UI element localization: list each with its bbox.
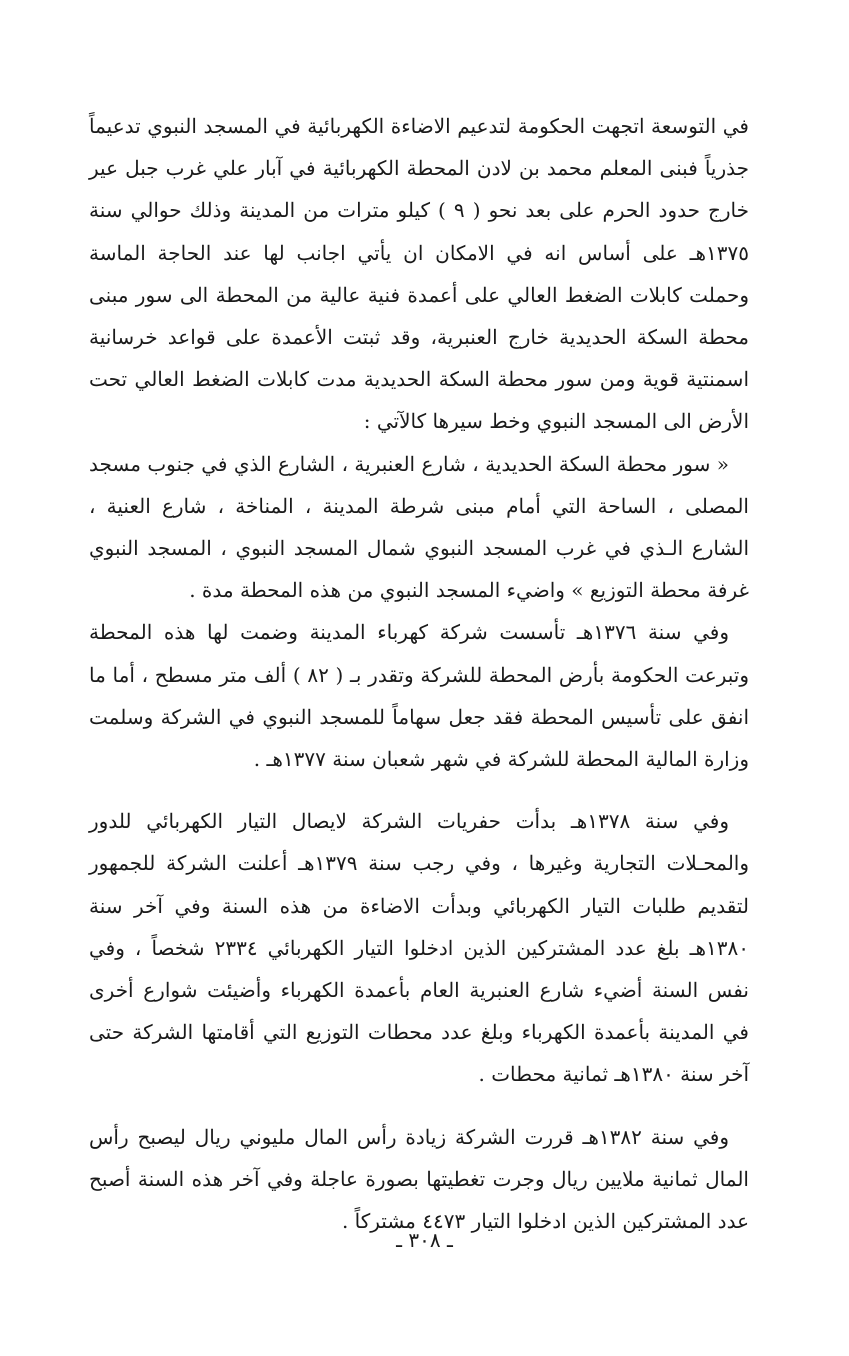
paragraph-2: « سور محطة السكة الحديدية ، شارع العنبرية ، الشارع الذي في جنوب مسجد المصلى ، الساحة التي أمام مبنى شرطة المدينة ، المناخة ، شارع العنية ، الشارع الـذي في غرب المسجد النبوي شمال المسجد النبوي ، المسجد النبوي غرفة محطة التوزيع » واضيء المسجد النبوي من هذه المحطة مدة . <box>89 451 749 603</box>
paragraph-5: وفي سنة ١٣٨٢هـ قررت الشركة زيادة رأس المال مليوني ريال ليصبح رأس المال ثمانية ملايين ريال وجرت تغطيتها بصورة عاجلة وفي آخر هذه السنة أصبح عدد المشتركين الذين ادخلوا التيار ٤٤٧٣ مشتركاً . <box>89 1124 749 1234</box>
paragraph-3: وفي سنة ١٣٧٦هـ تأسست شركة كهرباء المدينة وضمت لها هذه المحطة وتبرعت الحكومة بأرض المحطة للشركة وتقدر بـ ( ٨٢ ) ألف متر مسطح ، أما ما انفق على تأسيس المحطة فقد جعل سهاماً للمسجد النبوي في الشركة وسلمت وزارة المالية المحطة للشركة في شهر شعبان سنة ١٣٧٧هـ . <box>89 620 749 772</box>
paragraph-1: في التوسعة اتجهت الحكومة لتدعيم الاضاءة الكهربائية في المسجد النبوي تدعيماً جذرياً فبنى المعلم محمد بن لادن المحطة الكهربائية في آبار علي غرب جبل عير خارج حدود الحرم على بعد نحو ( ٩ ) كيلو مترات من المدينة وذلك حوالي سنة ١٣٧٥هـ على أساس انه في الامكان ان يأتي اجانب لها عند الحاجة الماسة وحملت كابلات الضغط العالي على أعمدة فنية عالية من المحطة الى سور مبنى محطة السكة الحديدية خارج العنبرية، وقد ثبتت الأعمدة على قواعد خرسانية اسمنتية قوية ومن سور محطة السكة الحديدية مدت كابلات الضغط العالي تحت الأرض الى المسجد النبوي وخط سيرها كالآتي : <box>89 114 750 434</box>
paragraph-4: وفي سنة ١٣٧٨هـ بدأت حفريات الشركة لايصال التيار الكهربائي للدور والمحـلات التجارية وغيرها ، وفي رجب سنة ١٣٧٩هـ أعلنت الشركة للجمهور لتقديم طلبات التيار الكهربائي وبدأت الاضاءة من هذه السنة وفي آخر سنة ١٣٨٠هـ بلغ عدد المشتركين الذين ادخلوا التيار الكهربائي ٢٣٣٤ شخصاً ، وفي نفس السنة أضيء شارع العنبرية العام بأعمدة الكهرباء وأضيئت شوارع أخرى في المدينة بأعمدة الكهرباء وبلغ عدد محطات التوزيع التي أقامتها الشركة حتى آخر سنة ١٣٨٠هـ ثمانية محطات . <box>89 809 749 1087</box>
page-number: ـ ٣٠٨ ـ <box>396 1228 453 1252</box>
body-text <box>89 105 749 1242</box>
